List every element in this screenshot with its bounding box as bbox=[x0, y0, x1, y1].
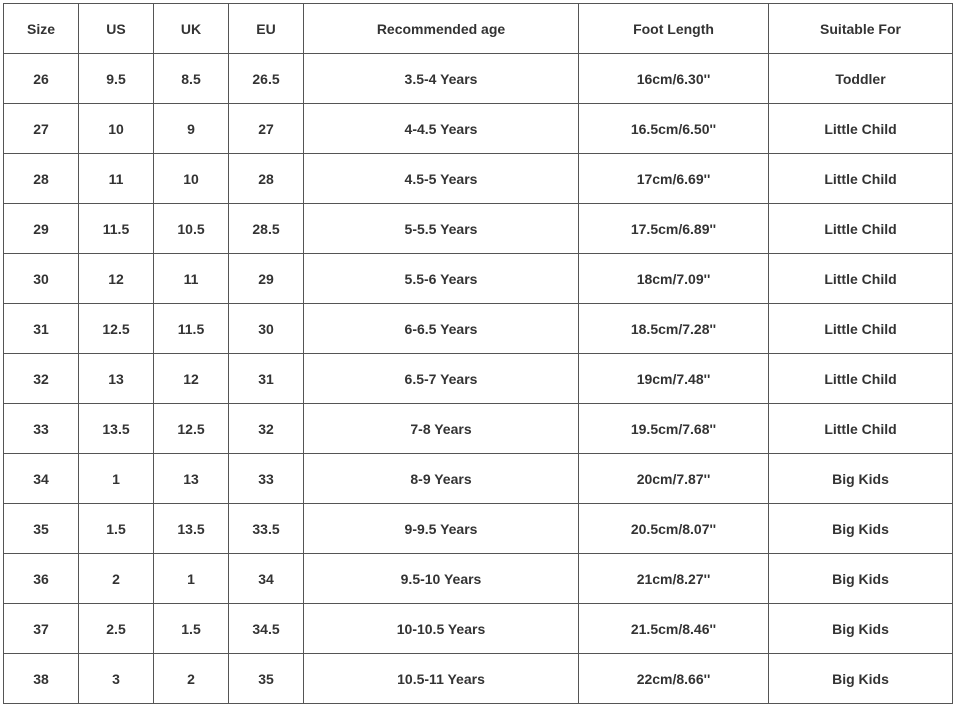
cell-recommended-age: 6.5-7 Years bbox=[304, 354, 579, 404]
cell-uk: 12 bbox=[154, 354, 229, 404]
cell-suitable-for: Little Child bbox=[769, 254, 953, 304]
cell-us: 13.5 bbox=[79, 404, 154, 454]
table-header bbox=[4, 4, 953, 54]
cell-uk: 8.5 bbox=[154, 54, 229, 104]
cell-suitable-for: Big Kids bbox=[769, 654, 953, 704]
table-row bbox=[4, 354, 953, 404]
cell-uk: 13 bbox=[154, 454, 229, 504]
cell-uk: 13.5 bbox=[154, 504, 229, 554]
table-row bbox=[4, 454, 953, 504]
cell-size: 29 bbox=[4, 204, 79, 254]
cell-foot-length: 17cm/6.69'' bbox=[579, 154, 769, 204]
header-row bbox=[4, 4, 953, 54]
cell-recommended-age: 10.5-11 Years bbox=[304, 654, 579, 704]
cell-size: 34 bbox=[4, 454, 79, 504]
header-uk: UK bbox=[154, 4, 229, 54]
cell-eu: 28.5 bbox=[229, 204, 304, 254]
cell-suitable-for: Little Child bbox=[769, 204, 953, 254]
table-row bbox=[4, 204, 953, 254]
cell-recommended-age: 4-4.5 Years bbox=[304, 104, 579, 154]
header-recommended-age: Recommended age bbox=[304, 4, 579, 54]
cell-eu: 35 bbox=[229, 654, 304, 704]
cell-suitable-for: Toddler bbox=[769, 54, 953, 104]
cell-suitable-for: Little Child bbox=[769, 404, 953, 454]
cell-size: 32 bbox=[4, 354, 79, 404]
cell-foot-length: 22cm/8.66'' bbox=[579, 654, 769, 704]
cell-us: 13 bbox=[79, 354, 154, 404]
cell-suitable-for: Little Child bbox=[769, 104, 953, 154]
cell-foot-length: 20.5cm/8.07'' bbox=[579, 504, 769, 554]
cell-size: 26 bbox=[4, 54, 79, 104]
cell-suitable-for: Little Child bbox=[769, 304, 953, 354]
table-row bbox=[4, 154, 953, 204]
cell-us: 10 bbox=[79, 104, 154, 154]
cell-suitable-for: Big Kids bbox=[769, 454, 953, 504]
cell-us: 2.5 bbox=[79, 604, 154, 654]
cell-size: 33 bbox=[4, 404, 79, 454]
table-body bbox=[4, 54, 953, 704]
cell-size: 35 bbox=[4, 504, 79, 554]
cell-recommended-age: 10-10.5 Years bbox=[304, 604, 579, 654]
cell-uk: 11.5 bbox=[154, 304, 229, 354]
cell-eu: 34 bbox=[229, 554, 304, 604]
header-suitable-for: Suitable For bbox=[769, 4, 953, 54]
cell-uk: 1.5 bbox=[154, 604, 229, 654]
cell-foot-length: 19.5cm/7.68'' bbox=[579, 404, 769, 454]
cell-suitable-for: Big Kids bbox=[769, 504, 953, 554]
cell-uk: 1 bbox=[154, 554, 229, 604]
cell-us: 12.5 bbox=[79, 304, 154, 354]
table-row bbox=[4, 504, 953, 554]
cell-us: 1.5 bbox=[79, 504, 154, 554]
cell-uk: 10.5 bbox=[154, 204, 229, 254]
cell-suitable-for: Big Kids bbox=[769, 554, 953, 604]
cell-eu: 33 bbox=[229, 454, 304, 504]
table-row bbox=[4, 554, 953, 604]
table-row bbox=[4, 54, 953, 104]
cell-eu: 33.5 bbox=[229, 504, 304, 554]
cell-size: 31 bbox=[4, 304, 79, 354]
cell-foot-length: 20cm/7.87'' bbox=[579, 454, 769, 504]
cell-uk: 11 bbox=[154, 254, 229, 304]
cell-uk: 12.5 bbox=[154, 404, 229, 454]
cell-us: 2 bbox=[79, 554, 154, 604]
header-us: US bbox=[79, 4, 154, 54]
table-row bbox=[4, 654, 953, 704]
table-row bbox=[4, 404, 953, 454]
cell-recommended-age: 6-6.5 Years bbox=[304, 304, 579, 354]
cell-us: 3 bbox=[79, 654, 154, 704]
cell-suitable-for: Big Kids bbox=[769, 604, 953, 654]
cell-foot-length: 21cm/8.27'' bbox=[579, 554, 769, 604]
cell-size: 28 bbox=[4, 154, 79, 204]
cell-eu: 29 bbox=[229, 254, 304, 304]
cell-suitable-for: Little Child bbox=[769, 354, 953, 404]
cell-suitable-for: Little Child bbox=[769, 154, 953, 204]
cell-recommended-age: 4.5-5 Years bbox=[304, 154, 579, 204]
cell-eu: 34.5 bbox=[229, 604, 304, 654]
header-size: Size bbox=[4, 4, 79, 54]
cell-recommended-age: 5-5.5 Years bbox=[304, 204, 579, 254]
cell-size: 30 bbox=[4, 254, 79, 304]
cell-foot-length: 16cm/6.30'' bbox=[579, 54, 769, 104]
cell-foot-length: 21.5cm/8.46'' bbox=[579, 604, 769, 654]
cell-us: 12 bbox=[79, 254, 154, 304]
cell-foot-length: 18cm/7.09'' bbox=[579, 254, 769, 304]
cell-eu: 32 bbox=[229, 404, 304, 454]
cell-us: 11.5 bbox=[79, 204, 154, 254]
table-row bbox=[4, 604, 953, 654]
header-eu: EU bbox=[229, 4, 304, 54]
size-chart-table bbox=[3, 3, 953, 704]
cell-foot-length: 16.5cm/6.50'' bbox=[579, 104, 769, 154]
cell-eu: 30 bbox=[229, 304, 304, 354]
table-row bbox=[4, 104, 953, 154]
cell-uk: 2 bbox=[154, 654, 229, 704]
cell-recommended-age: 7-8 Years bbox=[304, 404, 579, 454]
cell-foot-length: 18.5cm/7.28'' bbox=[579, 304, 769, 354]
cell-eu: 31 bbox=[229, 354, 304, 404]
cell-uk: 10 bbox=[154, 154, 229, 204]
cell-size: 36 bbox=[4, 554, 79, 604]
cell-recommended-age: 3.5-4 Years bbox=[304, 54, 579, 104]
cell-foot-length: 19cm/7.48'' bbox=[579, 354, 769, 404]
cell-eu: 26.5 bbox=[229, 54, 304, 104]
cell-eu: 27 bbox=[229, 104, 304, 154]
cell-recommended-age: 5.5-6 Years bbox=[304, 254, 579, 304]
cell-foot-length: 17.5cm/6.89'' bbox=[579, 204, 769, 254]
cell-uk: 9 bbox=[154, 104, 229, 154]
cell-size: 37 bbox=[4, 604, 79, 654]
cell-size: 27 bbox=[4, 104, 79, 154]
cell-size: 38 bbox=[4, 654, 79, 704]
cell-recommended-age: 9-9.5 Years bbox=[304, 504, 579, 554]
table-row bbox=[4, 254, 953, 304]
cell-us: 9.5 bbox=[79, 54, 154, 104]
cell-us: 1 bbox=[79, 454, 154, 504]
header-foot-length: Foot Length bbox=[579, 4, 769, 54]
table-row bbox=[4, 304, 953, 354]
cell-recommended-age: 8-9 Years bbox=[304, 454, 579, 504]
cell-recommended-age: 9.5-10 Years bbox=[304, 554, 579, 604]
cell-us: 11 bbox=[79, 154, 154, 204]
cell-eu: 28 bbox=[229, 154, 304, 204]
